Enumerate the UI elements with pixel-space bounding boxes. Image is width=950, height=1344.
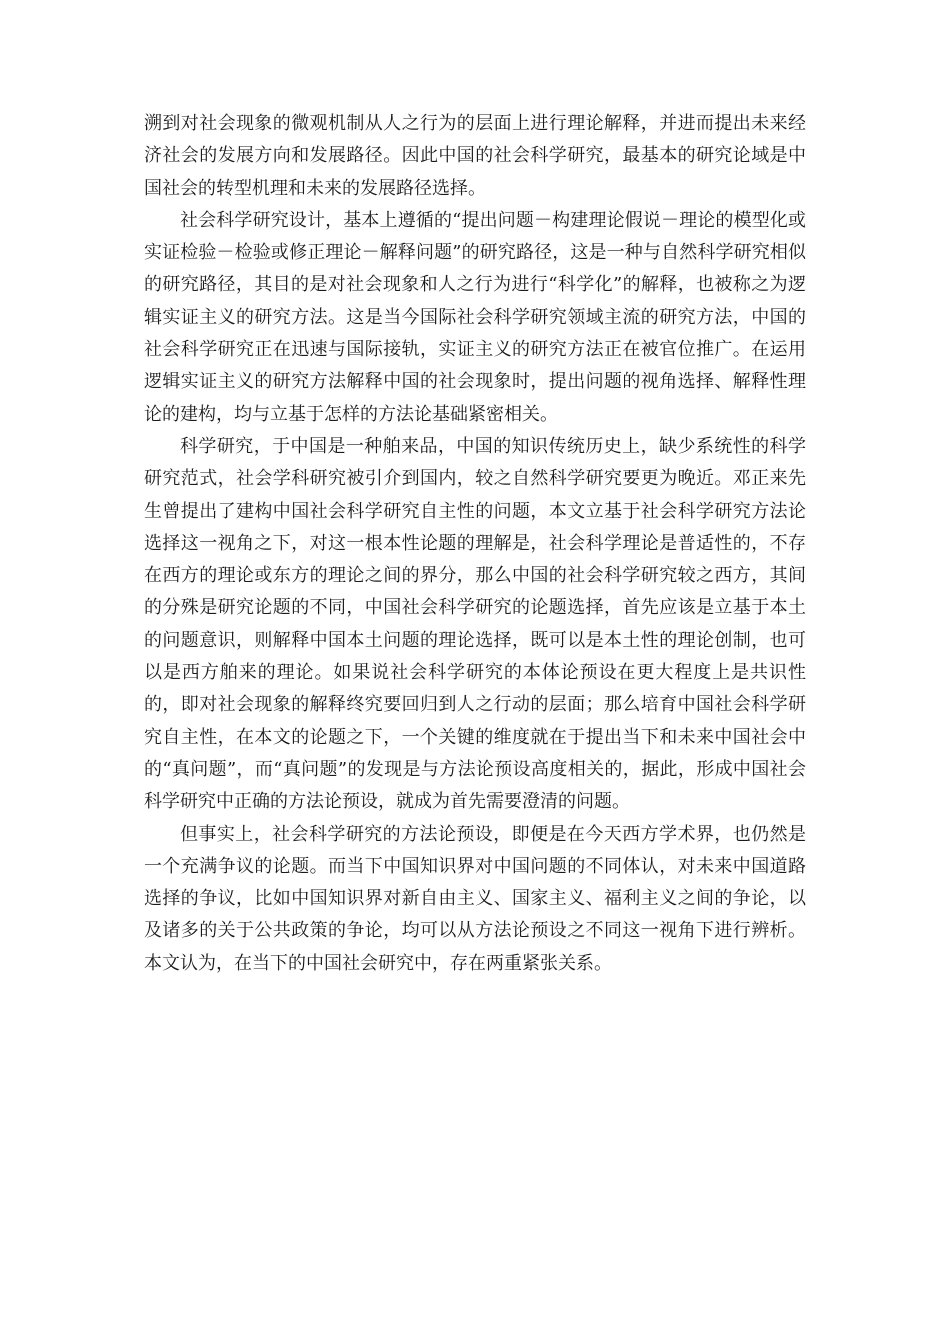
- paragraph-2: 社会科学研究设计，基本上遵循的“提出问题－构建理论假说－理论的模型化或实证检验－检验或修正理论－解释问题”的研究路径，这是一种与自然科学研究相似的研究路径，其目的是对社会现象和人之行为进行“科学化”的解释，也被称之为逻辑实证主义的研究方法。这是当今国际社会科学研究领域主流的研究方法，中国的社会科学研究正在迅速与国际接轨，实证主义的研究方法正在被官位推广。在运用逻辑实证主义的研究方法解释中国的社会现象时，提出问题的视角选择、解释性理论的建构，均与立基于怎样的方法论基础紧密相关。: [144, 209, 806, 425]
- paragraph-3: 科学研究，于中国是一种舶来品，中国的知识传统历史上，缺少系统性的科学研究范式，社会学科研究被引介到国内，较之自然科学研究要更为晚近。邓正来先生曾提出了建构中国社会科学研究自主性的问题，本文立基于社会科学研究方法论选择这一视角之下，对这一根本性论题的理解是，社会科学理论是普适性的，不存在西方的理论或东方的理论之间的界分，那么中国的社会科学研究较之西方，其间的分殊是研究论题的不同，中国社会科学研究的论题选择，首先应该是立基于本土的问题意识，则解释中国本土问题的理论选择，既可以是本土性的理论创制，也可以是西方舶来的理论。如果说社会科学研究的本体论预设在更大程度上是共识性的，即对社会现象的解释终究要回归到人之行动的层面；那么培育中国社会科学研究自主性，在本文的论题之下，一个关键的维度就在于提出当下和未来中国社会中的“真问题”，而“真问题”的发现是与方法论预设高度相关的，据此，形成中国社会科学研究中正确的方法论预设，就成为首先需要澄清的问题。: [144, 435, 806, 813]
- paragraph-4: 但事实上，社会科学研究的方法论预设，即便是在今天西方学术界，也仍然是一个充满争议的论题。而当下中国知识界对中国问题的不同体认，对未来中国道路选择的争议，比如中国知识界对新自由主义、国家主义、福利主义之间的争论，以及诸多的关于公共政策的争论，均可以从方法论预设之不同这一视角下进行辨析。本文认为，在当下的中国社会研究中，存在两重紧张关系。: [144, 823, 806, 974]
- paragraph-1: 溯到对社会现象的微观机制从人之行为的层面上进行理论解释，并进而提出未来经济社会的发展方向和发展路径。因此中国的社会科学研究，最基本的研究论域是中国社会的转型机理和未来的发展路径选择。: [144, 113, 806, 199]
- document-page: [144, 108, 806, 980]
